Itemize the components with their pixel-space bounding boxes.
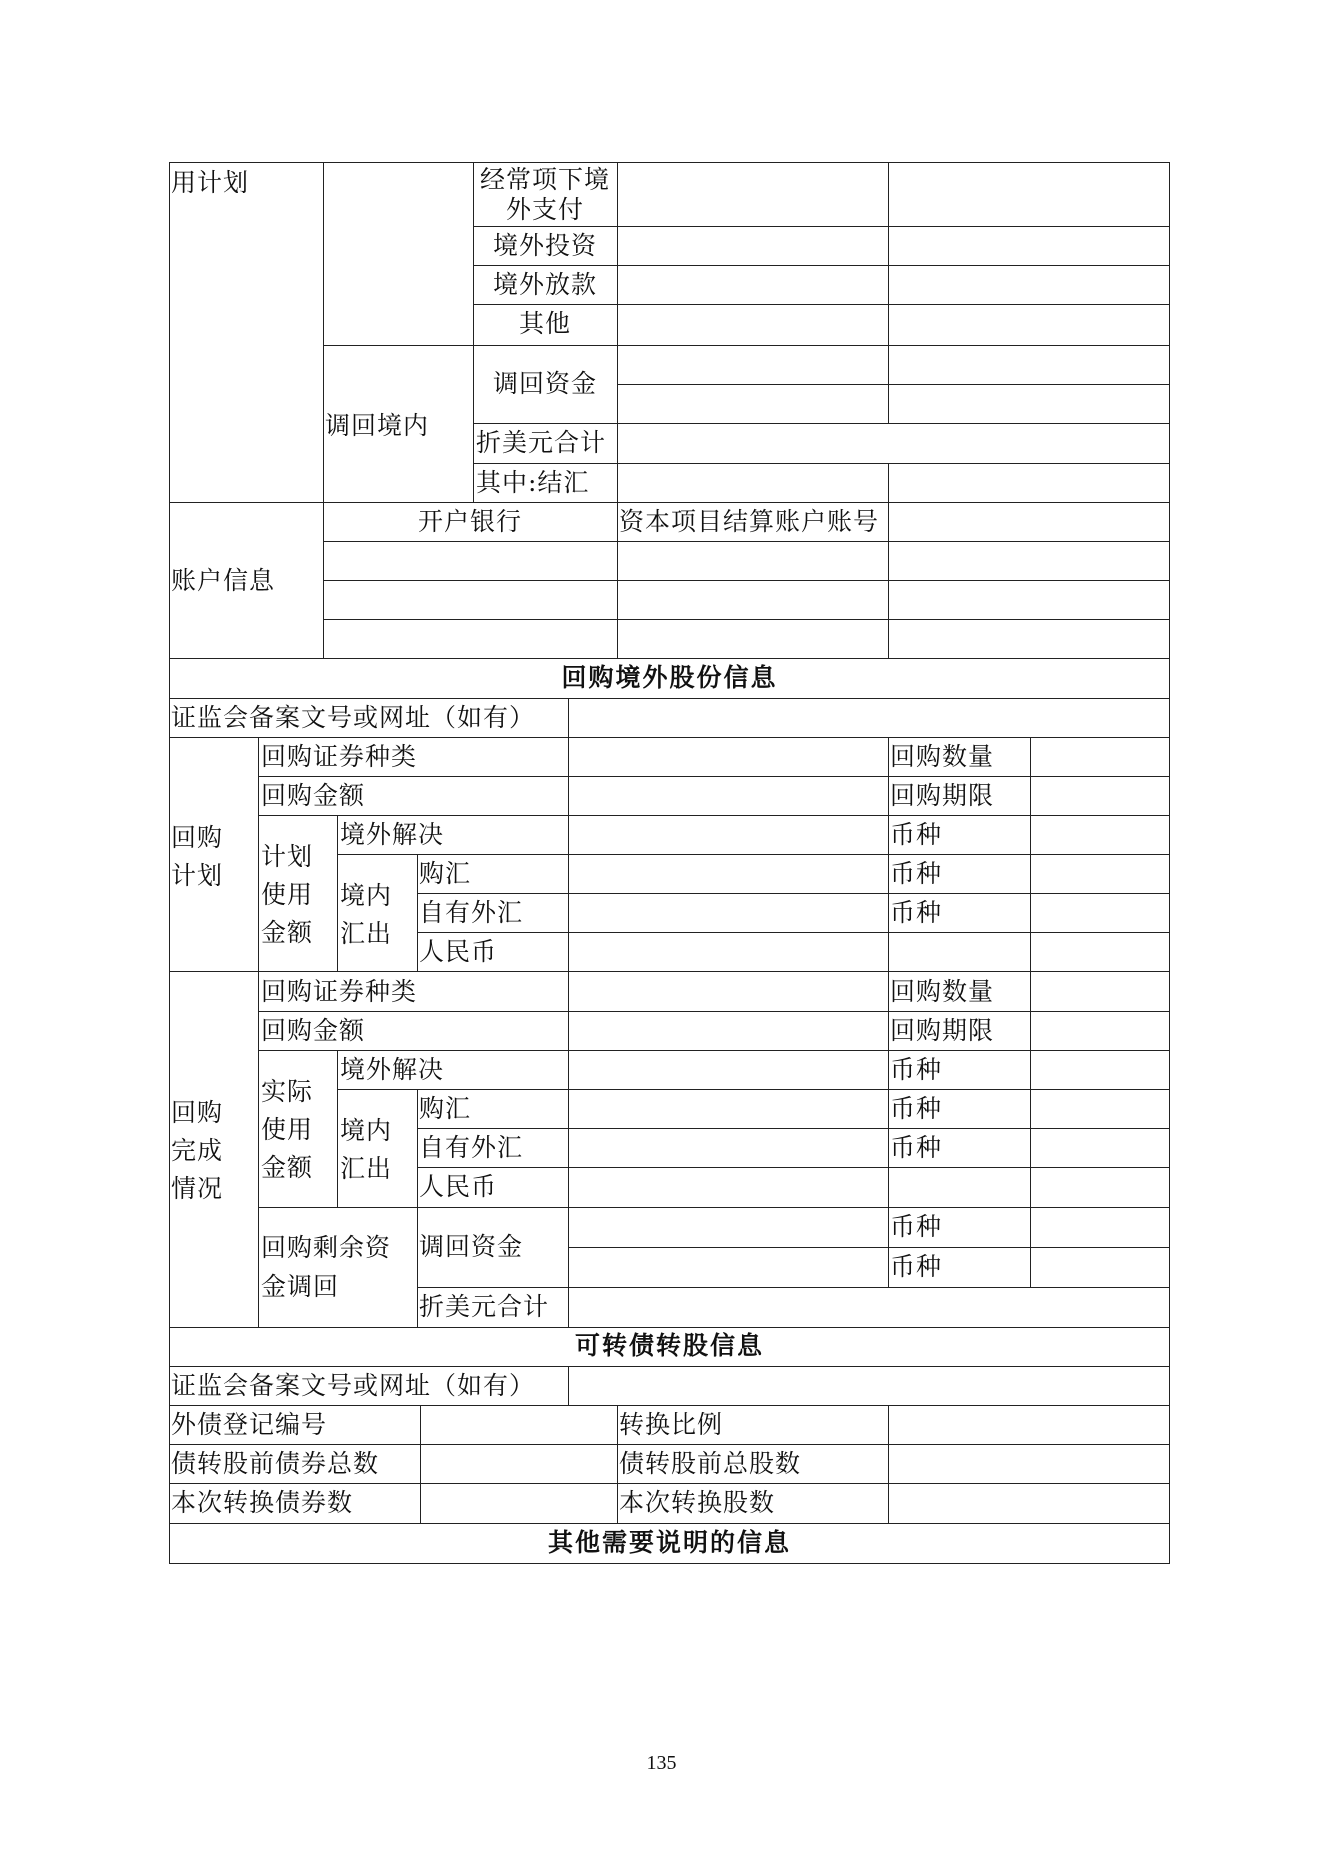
plan-amount: 回购金额 — [261, 781, 366, 810]
completion-domestic-2: 汇出 — [340, 1154, 393, 1183]
plan-purchase-fx: 购汇 — [419, 859, 472, 888]
completion-label-2: 完成 — [171, 1136, 224, 1165]
plan-rmb: 人民币 — [419, 937, 498, 966]
completion-remaining-2: 金调回 — [261, 1272, 340, 1301]
shares-converted: 本次转换股数 — [619, 1488, 776, 1517]
plan-label: 用计划 — [171, 168, 250, 197]
completion-own-fx: 自有外汇 — [419, 1133, 524, 1162]
completion-rmb: 人民币 — [419, 1172, 498, 1201]
completion-quantity: 回购数量 — [890, 977, 995, 1006]
completion-use-label-3: 金额 — [261, 1153, 314, 1182]
plan-currency-2: 币种 — [890, 859, 943, 888]
plan-use-label-1: 计划 — [261, 842, 314, 871]
row-repatriated-funds: 调回资金 — [492, 369, 597, 398]
completion-use-label-2: 使用 — [261, 1115, 314, 1144]
row-overseas-investment: 境外投资 — [492, 231, 597, 260]
plan-use-label-2: 使用 — [261, 880, 314, 909]
external-debt-no: 外债登记编号 — [171, 1410, 328, 1439]
completion-label-1: 回购 — [171, 1098, 224, 1127]
completion-currency-3: 币种 — [890, 1133, 943, 1162]
convertible-section-title: 可转债转股信息 — [574, 1331, 764, 1360]
conversion-ratio: 转换比例 — [619, 1410, 724, 1439]
page-number: 135 — [646, 1752, 677, 1774]
plan-use-label-3: 金额 — [261, 918, 314, 947]
completion-period: 回购期限 — [890, 1016, 995, 1045]
row-overseas-loan: 境外放款 — [492, 270, 597, 299]
col-bank: 开户银行 — [417, 507, 522, 536]
completion-repatriated-funds: 调回资金 — [419, 1232, 524, 1261]
row-current-account-payment: 经常项下境外支付 — [479, 165, 610, 224]
plan-domestic-2: 汇出 — [340, 919, 393, 948]
repatriate-label: 调回境内 — [325, 411, 430, 440]
plan-period: 回购期限 — [890, 781, 995, 810]
completion-domestic-1: 境内 — [340, 1116, 393, 1145]
buyback-plan-label-2: 计划 — [171, 861, 224, 890]
col-account-number: 资本项目结算账户账号 — [619, 507, 880, 536]
completion-usd-total: 折美元合计 — [419, 1292, 550, 1321]
plan-securities-type: 回购证券种类 — [261, 742, 418, 771]
plan-quantity: 回购数量 — [890, 742, 995, 771]
completion-use-label-1: 实际 — [261, 1077, 314, 1106]
row-usd-total: 折美元合计 — [476, 428, 607, 457]
completion-currency-1: 币种 — [890, 1055, 943, 1084]
completion-overseas-settle: 境外解决 — [340, 1055, 445, 1084]
completion-remaining-1: 回购剩余资 — [261, 1233, 392, 1262]
completion-purchase-fx: 购汇 — [419, 1094, 472, 1123]
plan-domestic-1: 境内 — [340, 881, 393, 910]
plan-currency-3: 币种 — [890, 898, 943, 927]
row-other: 其他 — [518, 309, 571, 338]
buyback-csrc-filing: 证监会备案文号或网址（如有） — [171, 703, 536, 732]
other-info-section-title: 其他需要说明的信息 — [547, 1528, 791, 1557]
completion-securities-type: 回购证券种类 — [261, 977, 418, 1006]
bonds-converted: 本次转换债券数 — [171, 1488, 354, 1517]
account-info-label: 账户信息 — [171, 566, 276, 595]
plan-own-fx: 自有外汇 — [419, 898, 524, 927]
completion-currency-2: 币种 — [890, 1094, 943, 1123]
completion-currency-4: 币种 — [890, 1212, 943, 1241]
completion-amount: 回购金额 — [261, 1016, 366, 1045]
shares-before: 债转股前总股数 — [619, 1449, 802, 1478]
row-settlement: 其中:结汇 — [476, 468, 590, 497]
convertible-csrc-filing: 证监会备案文号或网址（如有） — [171, 1371, 536, 1400]
plan-currency-1: 币种 — [890, 820, 943, 849]
buyback-plan-label-1: 回购 — [171, 823, 224, 852]
completion-label-3: 情况 — [171, 1174, 224, 1203]
plan-overseas-settle: 境外解决 — [340, 820, 445, 849]
buyback-section-title: 回购境外股份信息 — [561, 663, 778, 692]
bonds-before: 债转股前债券总数 — [171, 1449, 380, 1478]
completion-currency-5: 币种 — [890, 1252, 943, 1281]
